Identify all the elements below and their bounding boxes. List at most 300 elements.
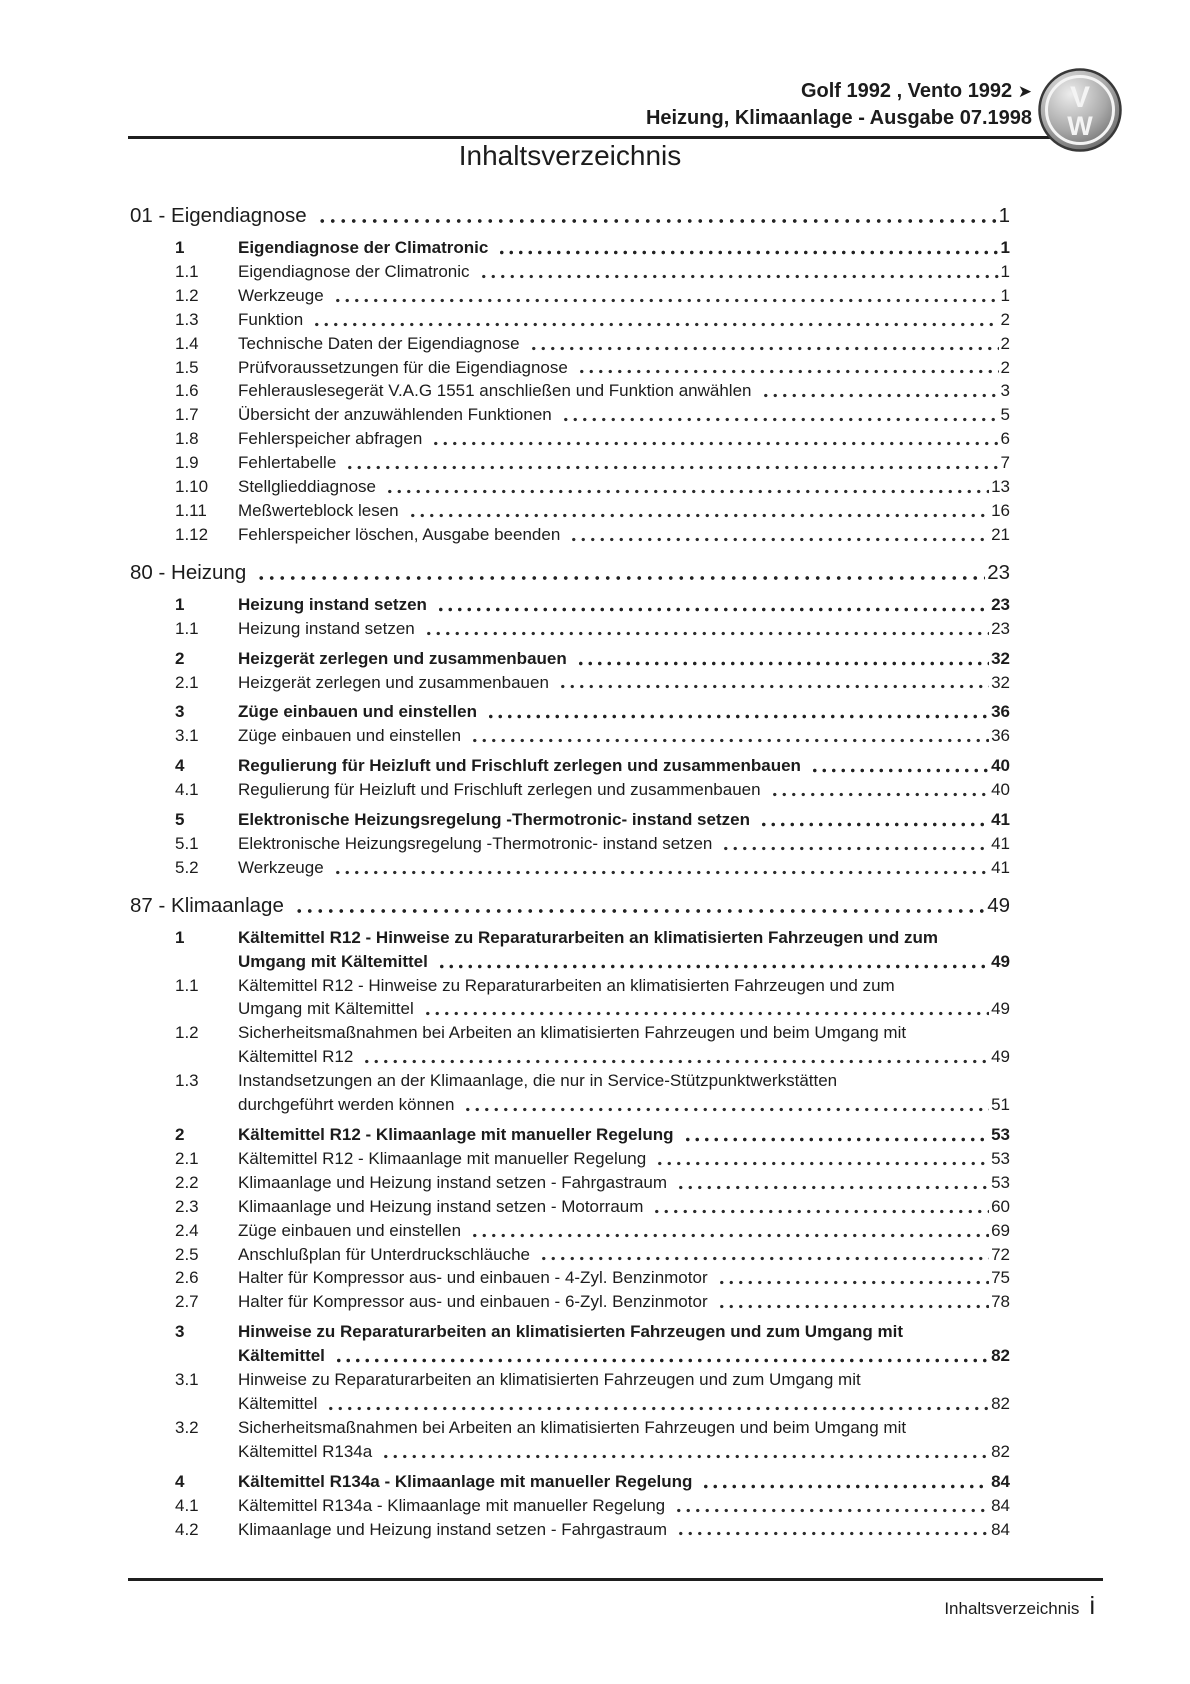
- entry-body: [238, 617, 1010, 641]
- entry-number: 2: [175, 648, 185, 668]
- entry-page-number: 84: [991, 1471, 1010, 1491]
- entry-last-line: [238, 1243, 1010, 1267]
- entry-title: Stellglieddiagnose: [238, 477, 376, 497]
- dot-leader: [537, 1243, 989, 1267]
- entry-page-number: 32: [991, 672, 1010, 692]
- entry-last-line: [238, 475, 1010, 499]
- entry-title: Fehlertabelle: [238, 453, 337, 473]
- entry-body: [238, 754, 1010, 778]
- entry-body: [238, 1266, 1010, 1290]
- entry-last-line: [238, 523, 1010, 547]
- page-footer: [944, 1592, 1095, 1621]
- entry-number: 2.5: [175, 1244, 199, 1264]
- toc-entry: [130, 724, 1010, 748]
- entry-page-number: 23: [991, 594, 1010, 614]
- entry-number: 4: [175, 756, 185, 776]
- entry-body: [238, 1243, 1010, 1267]
- entry-body: [238, 403, 1010, 427]
- dot-leader: [674, 1171, 989, 1195]
- entry-title: Eigendiagnose der Climatronic: [238, 261, 470, 281]
- entry-body: [238, 260, 1010, 284]
- toc-section-header: [130, 202, 1010, 230]
- footer-label: Inhaltsverzeichnis: [944, 1599, 1080, 1618]
- entry-title-line: Hinweise zu Reparaturarbeiten an klimatisierten Fahrzeugen und zum Umgang mit: [238, 1322, 904, 1342]
- section-label: 80 - Heizung: [130, 560, 247, 584]
- entry-title: Kältemittel R134a - Klimaanlage mit manueller Regelung: [238, 1495, 666, 1515]
- entry-page-number: 1: [1000, 238, 1010, 257]
- entry-number: 2.1: [175, 672, 199, 692]
- entry-page-number: 53: [991, 1125, 1010, 1144]
- entry-page-number: 23: [991, 618, 1010, 638]
- dot-leader: [379, 1440, 989, 1464]
- entry-body: [238, 1147, 1010, 1171]
- dot-leader: [253, 559, 985, 587]
- entry-last-line: [238, 950, 1010, 974]
- entry-last-line: [238, 1344, 1010, 1368]
- entry-page-number: 53: [991, 1172, 1010, 1192]
- entry-title: Kältemittel R12 - Klimaanlage mit manueller Regelung: [238, 1148, 647, 1168]
- entry-number: 2.2: [175, 1172, 199, 1192]
- entry-number: 2.6: [175, 1268, 199, 1288]
- toc-entry: [130, 1195, 1010, 1219]
- dot-leader: [477, 260, 999, 284]
- entry-title: Halter für Kompressor aus- und einbauen - 6-Zyl. Benzinmotor: [238, 1292, 708, 1312]
- entry-page-number: 78: [991, 1292, 1010, 1312]
- entry-number: 5.2: [175, 857, 199, 877]
- entry-body: [238, 499, 1010, 523]
- dot-leader: [567, 523, 989, 547]
- toc-entry: [130, 832, 1010, 856]
- entry-last-line: [238, 1392, 1010, 1416]
- entry-last-line: [238, 1494, 1010, 1518]
- entry-page-number: 13: [991, 477, 1010, 497]
- toc-entry: [130, 1171, 1010, 1195]
- entry-last-line: [238, 403, 1010, 427]
- entry-body: [238, 1290, 1010, 1314]
- toc-entry: [130, 356, 1010, 380]
- entry-last-line: [238, 832, 1010, 856]
- toc-entry: [130, 1219, 1010, 1243]
- entry-number: 5: [175, 810, 185, 830]
- entry-body: [238, 1470, 1010, 1494]
- entry-number: 3.2: [175, 1417, 199, 1437]
- toc-entry: [130, 499, 1010, 523]
- toc-entry: [130, 451, 1010, 475]
- entry-title: Prüfvoraussetzungen für die Eigendiagnose: [238, 357, 568, 377]
- toc-entry: [130, 671, 1010, 695]
- entry-page-number: 49: [991, 1047, 1010, 1067]
- entry-last-line: [238, 647, 1010, 671]
- entry-title: Elektronische Heizungsregelung -Thermotronic- instand setzen: [238, 833, 713, 853]
- entry-title: Heizung instand setzen: [238, 594, 427, 614]
- entry-body: [238, 1123, 1010, 1147]
- entry-body: [238, 926, 1010, 974]
- entry-last-line: [238, 1123, 1010, 1147]
- dot-leader: [461, 1093, 989, 1117]
- dot-leader: [495, 236, 998, 260]
- entry-number: 2: [175, 1125, 185, 1144]
- entry-body: [238, 1416, 1010, 1464]
- entry-title: Kältemittel R12: [238, 1047, 354, 1067]
- entry-last-line: [238, 236, 1010, 260]
- entry-body: [238, 974, 1010, 1022]
- toc-entry: [130, 700, 1010, 724]
- entry-number: 1.1: [175, 618, 199, 638]
- entry-body: [238, 332, 1010, 356]
- toc-entry: [130, 1021, 1010, 1069]
- entry-body: [238, 1518, 1010, 1542]
- entry-title: Regulierung für Heizluft und Frischluft zerlegen und zusammenbauen: [238, 780, 761, 800]
- dot-leader: [527, 332, 999, 356]
- toc-entry: [130, 379, 1010, 403]
- entry-title: Anschlußplan für Unterdruckschläuche: [238, 1244, 530, 1264]
- toc-entry: [130, 1368, 1010, 1416]
- dot-leader: [332, 1344, 989, 1368]
- entry-page-number: 1: [1000, 285, 1010, 305]
- entry-page-number: 82: [991, 1346, 1010, 1366]
- entry-page-number: 16: [991, 500, 1010, 520]
- entry-body: [238, 724, 1010, 748]
- entry-body: [238, 671, 1010, 695]
- dot-leader: [715, 1266, 989, 1290]
- section-page-number: 23: [987, 560, 1010, 584]
- dot-leader: [422, 617, 989, 641]
- page-header: [646, 78, 1032, 131]
- entry-page-number: 3: [1000, 381, 1010, 401]
- entry-title: Werkzeuge: [238, 285, 324, 305]
- entry-page-number: 75: [991, 1268, 1010, 1288]
- entry-number: 2.1: [175, 1148, 199, 1168]
- entry-title: Umgang mit Kältemittel: [238, 999, 414, 1019]
- dot-leader: [421, 997, 989, 1021]
- dot-leader: [468, 1219, 989, 1243]
- entry-title-line: Kältemittel R12 - Hinweise zu Reparaturarbeiten an klimatisierten Fahrzeugen und zum: [238, 927, 938, 947]
- entry-last-line: [238, 1290, 1010, 1314]
- toc-entry: [130, 1290, 1010, 1314]
- entry-last-line: [238, 1171, 1010, 1195]
- entry-number: 1: [175, 927, 185, 947]
- section-label: 01 - Eigendiagnose: [130, 204, 307, 227]
- entry-last-line: [238, 1266, 1010, 1290]
- entry-last-line: [238, 1093, 1010, 1117]
- entry-last-line: [238, 451, 1010, 475]
- toc-entry: [130, 647, 1010, 671]
- entry-number: 3: [175, 702, 185, 722]
- dot-leader: [291, 892, 985, 920]
- entry-number: 2.4: [175, 1220, 199, 1240]
- toc-entry: [130, 754, 1010, 778]
- entry-title: Werkzeuge: [238, 857, 324, 877]
- entry-title: Klimaanlage und Heizung instand setzen - Fahrgastraum: [238, 1172, 668, 1192]
- entry-title: Heizgerät zerlegen und zusammenbauen: [238, 672, 549, 692]
- dot-leader: [559, 403, 999, 427]
- entry-page-number: 2: [1000, 357, 1010, 377]
- toc-entry: [130, 926, 1010, 974]
- entry-number: 5.1: [175, 833, 199, 853]
- entry-last-line: [238, 754, 1010, 778]
- entry-number: 2.3: [175, 1196, 199, 1216]
- toc-entry: [130, 260, 1010, 284]
- vw-logo-icon: [1038, 68, 1122, 152]
- logo-letter-w: W: [1067, 111, 1093, 141]
- entry-body: [238, 1320, 1010, 1368]
- entry-body: [238, 1069, 1010, 1117]
- entry-last-line: [238, 1470, 1010, 1494]
- entry-title: Züge einbauen und einstellen: [238, 702, 477, 722]
- entry-page-number: 53: [991, 1148, 1010, 1168]
- entry-page-number: 2: [1000, 309, 1010, 329]
- entry-body: [238, 356, 1010, 380]
- entry-page-number: 41: [991, 857, 1010, 877]
- entry-page-number: 84: [991, 1519, 1010, 1539]
- entry-title: Kältemittel R134a - Klimaanlage mit manueller Regelung: [238, 1471, 693, 1491]
- entry-number: 1.2: [175, 1023, 199, 1043]
- dot-leader: [360, 1045, 989, 1069]
- entry-title: Umgang mit Kältemittel: [238, 951, 428, 971]
- entry-body: [238, 832, 1010, 856]
- entry-page-number: 36: [991, 726, 1010, 746]
- entry-number: 1.8: [175, 429, 199, 449]
- entry-number: 2.7: [175, 1292, 199, 1312]
- entry-title: Meßwerteblock lesen: [238, 500, 399, 520]
- dot-leader: [310, 308, 998, 332]
- dot-leader: [429, 427, 998, 451]
- entry-page-number: 6: [1000, 429, 1010, 449]
- entry-body: [238, 284, 1010, 308]
- entry-number: 4.1: [175, 1495, 199, 1515]
- entry-page-number: 82: [991, 1441, 1010, 1461]
- toc-entry: [130, 593, 1010, 617]
- entry-page-number: 72: [991, 1244, 1010, 1264]
- dot-leader: [672, 1494, 989, 1518]
- dot-leader: [383, 475, 989, 499]
- entry-last-line: [238, 1440, 1010, 1464]
- dot-leader: [574, 647, 989, 671]
- entry-body: [238, 475, 1010, 499]
- entry-number: 1.10: [175, 477, 209, 497]
- dot-leader: [324, 1392, 989, 1416]
- entry-last-line: [238, 1518, 1010, 1542]
- entry-body: [238, 1171, 1010, 1195]
- dot-leader: [674, 1518, 989, 1542]
- entry-title-line: Sicherheitsmaßnahmen bei Arbeiten an klimatisierten Fahrzeugen und beim Umgang mit: [238, 1417, 907, 1437]
- entry-last-line: [238, 332, 1010, 356]
- entry-title: Kältemittel R12 - Klimaanlage mit manueller Regelung: [238, 1125, 674, 1144]
- entry-number: 4: [175, 1471, 185, 1491]
- entry-page-number: 21: [991, 524, 1010, 544]
- toc-entry: [130, 1518, 1010, 1542]
- entry-body: [238, 379, 1010, 403]
- entry-page-number: 69: [991, 1220, 1010, 1240]
- dot-leader: [653, 1147, 989, 1171]
- toc-list: [130, 202, 1010, 1541]
- entry-body: [238, 647, 1010, 671]
- entry-body: [238, 451, 1010, 475]
- toc-entry: [130, 308, 1010, 332]
- entry-page-number: 36: [991, 702, 1010, 722]
- entry-title-line: Hinweise zu Reparaturarbeiten an klimatisierten Fahrzeugen und zum Umgang mit: [238, 1370, 861, 1390]
- entry-number: 3: [175, 1322, 185, 1342]
- header-model-line: [646, 78, 1032, 105]
- entry-number: 4.1: [175, 780, 199, 800]
- entry-body: [238, 700, 1010, 724]
- vw-logo: [1038, 68, 1122, 152]
- dot-leader: [719, 832, 989, 856]
- dot-leader: [768, 778, 990, 802]
- entry-body: [238, 808, 1010, 832]
- entry-page-number: 32: [991, 648, 1010, 668]
- entry-number: 1.2: [175, 285, 199, 305]
- entry-body: [238, 1195, 1010, 1219]
- entry-page-number: 2: [1000, 333, 1010, 353]
- dot-leader: [575, 356, 999, 380]
- toc-section-header: [130, 559, 1010, 587]
- dot-leader: [434, 593, 989, 617]
- entry-body: [238, 593, 1010, 617]
- entry-title: Funktion: [238, 309, 304, 329]
- entry-title: Übersicht der anzuwählenden Funktionen: [238, 405, 552, 425]
- entry-title: Klimaanlage und Heizung instand setzen - Fahrgastraum: [238, 1519, 668, 1539]
- toc-entry: [130, 475, 1010, 499]
- entry-number: 1.5: [175, 357, 199, 377]
- entry-body: [238, 856, 1010, 880]
- entry-last-line: [238, 700, 1010, 724]
- entry-number: 1.3: [175, 309, 199, 329]
- dot-leader: [699, 1470, 989, 1494]
- arrow-right-icon: ➤: [1017, 82, 1032, 101]
- footer-rule: [128, 1578, 1103, 1581]
- entry-last-line: [238, 778, 1010, 802]
- toc-entry: [130, 523, 1010, 547]
- entry-title-line: Sicherheitsmaßnahmen bei Arbeiten an klimatisierten Fahrzeugen und beim Umgang mit: [238, 1023, 907, 1043]
- entry-page-number: 84: [991, 1495, 1010, 1515]
- toc-entry: [130, 1243, 1010, 1267]
- toc-entry: [130, 1494, 1010, 1518]
- section-page-number: 49: [987, 893, 1010, 917]
- entry-last-line: [238, 427, 1010, 451]
- entry-number: 1.1: [175, 261, 199, 281]
- entry-number: 1.9: [175, 453, 199, 473]
- entry-number: 3.1: [175, 1370, 199, 1390]
- section-page-number: 1: [998, 204, 1010, 227]
- entry-last-line: [238, 1195, 1010, 1219]
- entry-last-line: [238, 856, 1010, 880]
- entry-last-line: [238, 284, 1010, 308]
- header-model-text: Golf 1992 , Vento 1992: [800, 80, 1013, 102]
- toc-entry: [130, 1123, 1010, 1147]
- logo-letter-v: V: [1069, 81, 1091, 114]
- entry-number: 1.6: [175, 381, 199, 401]
- entry-last-line: [238, 379, 1010, 403]
- toc-entry: [130, 332, 1010, 356]
- entry-last-line: [238, 593, 1010, 617]
- dot-leader: [314, 202, 997, 230]
- entry-page-number: 41: [991, 810, 1010, 830]
- entry-last-line: [238, 499, 1010, 523]
- entry-title: Technische Daten der Eigendiagnose: [238, 333, 520, 353]
- toc-entry: [130, 1147, 1010, 1171]
- entry-title: Eigendiagnose der Climatronic: [238, 238, 489, 257]
- entry-title: durchgeführt werden können: [238, 1095, 455, 1115]
- entry-number: 1.7: [175, 405, 199, 425]
- entry-page-number: 82: [991, 1393, 1010, 1413]
- dot-leader: [650, 1195, 989, 1219]
- dot-leader: [406, 499, 989, 523]
- toc-section-header: [130, 892, 1010, 920]
- entry-last-line: [238, 724, 1010, 748]
- entry-title: Fehlerauslesegerät V.A.G 1551 anschließen und Funktion anwählen: [238, 381, 752, 401]
- dot-leader: [331, 856, 989, 880]
- toc-entry: [130, 1416, 1010, 1464]
- entry-title: Elektronische Heizungsregelung -Thermotronic- instand setzen: [238, 810, 750, 830]
- entry-title: Fehlerspeicher abfragen: [238, 429, 423, 449]
- entry-body: [238, 523, 1010, 547]
- entry-last-line: [238, 308, 1010, 332]
- entry-last-line: [238, 808, 1010, 832]
- entry-number: 3.1: [175, 726, 199, 746]
- toc-entry: [130, 1069, 1010, 1117]
- entry-number: 1.1: [175, 975, 199, 995]
- entry-title: Züge einbauen und einstellen: [238, 1220, 462, 1240]
- dot-leader: [556, 671, 989, 695]
- dot-leader: [331, 284, 999, 308]
- entry-body: [238, 1219, 1010, 1243]
- entry-title: Heizung instand setzen: [238, 618, 415, 638]
- entry-title: Fehlerspeicher löschen, Ausgabe beenden: [238, 524, 561, 544]
- entry-number: 1: [175, 594, 185, 614]
- entry-last-line: [238, 1045, 1010, 1069]
- toc-entry: [130, 1470, 1010, 1494]
- entry-number: 1.12: [175, 524, 209, 544]
- entry-body: [238, 778, 1010, 802]
- header-rule: [128, 136, 1103, 139]
- toc-entry: [130, 236, 1010, 260]
- entry-title: Kältemittel: [238, 1393, 318, 1413]
- section-label: 87 - Klimaanlage: [130, 893, 284, 917]
- dot-leader: [715, 1290, 989, 1314]
- dot-leader: [468, 724, 989, 748]
- entry-title: Heizgerät zerlegen und zusammenbauen: [238, 648, 567, 668]
- entry-body: [238, 427, 1010, 451]
- entry-page-number: 51: [991, 1095, 1010, 1115]
- entry-body: [238, 308, 1010, 332]
- entry-last-line: [238, 671, 1010, 695]
- entry-number: 4.2: [175, 1519, 199, 1539]
- entry-number: 1.11: [175, 500, 207, 520]
- dot-leader: [808, 754, 989, 778]
- header-subject-line: Heizung, Klimaanlage - Ausgabe 07.1998: [645, 107, 1032, 129]
- toc-entry: [130, 427, 1010, 451]
- dot-leader: [681, 1123, 990, 1147]
- entry-page-number: 40: [991, 756, 1010, 776]
- entry-page-number: 49: [991, 999, 1010, 1019]
- toc-entry: [130, 1320, 1010, 1368]
- entry-last-line: [238, 997, 1010, 1021]
- entry-body: [238, 1021, 1010, 1069]
- toc-entry: [130, 974, 1010, 1022]
- page-title: Inhaltsverzeichnis: [458, 140, 682, 171]
- entry-title: Kältemittel: [238, 1346, 325, 1366]
- entry-title: Regulierung für Heizluft und Frischluft zerlegen und zusammenbauen: [238, 756, 801, 776]
- entry-page-number: 5: [1000, 405, 1010, 425]
- toc-entry: [130, 778, 1010, 802]
- entry-page-number: 41: [991, 833, 1010, 853]
- entry-page-number: 1: [1000, 261, 1010, 281]
- entry-body: [238, 1494, 1010, 1518]
- dot-leader: [484, 700, 989, 724]
- entry-page-number: 7: [1000, 453, 1010, 473]
- entry-title: Klimaanlage und Heizung instand setzen - Motorraum: [238, 1196, 644, 1216]
